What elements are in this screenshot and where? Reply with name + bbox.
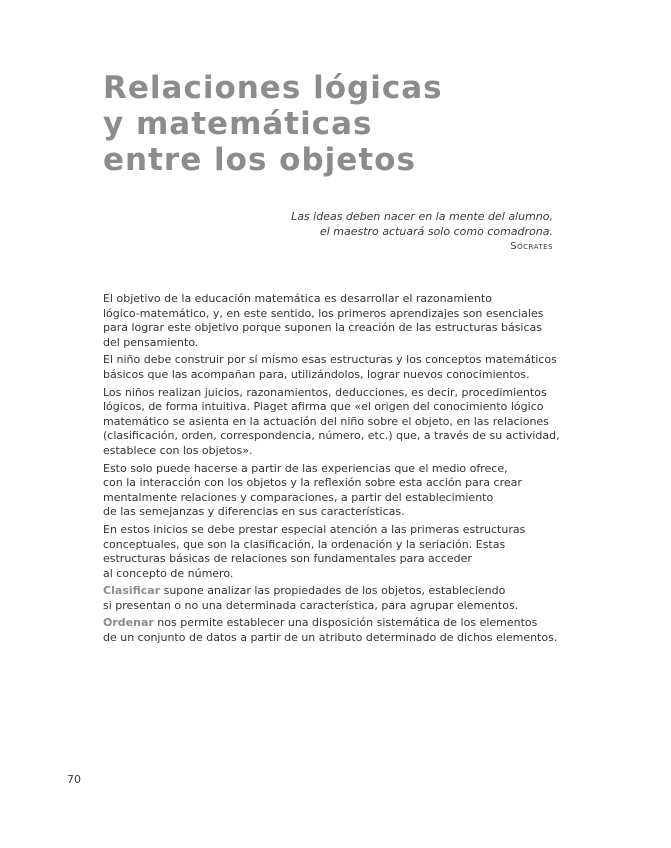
text-line: En estos inicios se debe prestar especial atención a las primeras estructuras	[103, 522, 526, 536]
text-line: si presentan o no una determinada característica, para agrupar elementos.	[103, 598, 519, 612]
paragraph	[103, 462, 573, 520]
text-fragment: nos permite establecer una disposición sistemática de los elementos	[153, 616, 538, 630]
text-fragment: supone analizar las propiedades de los objetos, estableciendo	[160, 584, 506, 598]
text-line: El objetivo de la educación matemática es desarrollar el razonamiento	[103, 292, 492, 305]
text-line	[103, 616, 573, 631]
paragraph	[103, 353, 573, 382]
text-line: (clasificación, orden, correspondencia, número, etc.) que, a través de su actividad,	[103, 429, 560, 443]
text-line: de un conjunto de datos a partir de un atributo determinado de dichos elementos.	[103, 631, 558, 645]
text-line: mentalmente relaciones y comparaciones, a partir del establecimiento	[103, 490, 494, 504]
text-line: del pensamiento.	[103, 335, 199, 349]
text-line: al concepto de número.	[103, 566, 234, 580]
title-line: entre los objetos	[103, 142, 416, 178]
text-line: para lograr este objetivo porque suponen la creación de las estructuras básicas	[103, 321, 542, 335]
title-line: y matemáticas	[103, 106, 373, 142]
paragraph	[103, 292, 573, 350]
title-line: Relaciones lógicas	[103, 70, 443, 106]
paragraph-clasificar	[103, 584, 573, 613]
paragraph	[103, 523, 573, 581]
keyword-ordenar: Ordenar	[103, 616, 154, 630]
page-number: 70	[67, 773, 81, 786]
text-line: estructuras básicas de relaciones son fundamentales para acceder	[103, 552, 472, 566]
epigraph-line: Las ideas deben nacer en la mente del alumno,	[291, 210, 553, 223]
paragraph-ordenar	[103, 616, 573, 645]
page-title	[103, 70, 583, 178]
epigraph	[133, 209, 553, 254]
epigraph-author: Sócrates	[510, 241, 553, 252]
text-line: con la interacción con los objetos y la reflexión sobre esta acción para crear	[103, 476, 522, 490]
body-text	[103, 292, 573, 649]
text-line: básicos que las acompañan para, utilizándolos, lograr nuevos conocimientos.	[103, 367, 530, 381]
text-line: El niño debe construir por sí mismo esas estructuras y los conceptos matemáticos	[103, 353, 557, 367]
text-line	[103, 584, 573, 599]
text-line: lógicos, de forma intuitiva. Piaget afirma que «el origen del conocimiento lógico	[103, 400, 544, 414]
text-line: lógico-matemático, y, en este sentido, los primeros aprendizajes son esenciales	[103, 306, 544, 320]
text-line: de las semejanzas y diferencias en sus características.	[103, 505, 405, 519]
text-line: Los niños realizan juicios, razonamientos, deducciones, es decir, procedimientos	[103, 385, 547, 399]
keyword-clasificar: Clasificar	[103, 584, 161, 598]
text-line: conceptuales, que son la clasificación, la ordenación y la seriación. Estas	[103, 537, 506, 551]
text-line: matemático se asienta en la actuación del niño sobre el objeto, en las relaciones	[103, 414, 549, 428]
paragraph	[103, 386, 573, 459]
text-line: establece con los objetos».	[103, 443, 253, 457]
epigraph-line: el maestro actuará solo como comadrona.	[319, 225, 553, 238]
text-line: Esto solo puede hacerse a partir de las experiencias que el medio ofrece,	[103, 461, 508, 475]
